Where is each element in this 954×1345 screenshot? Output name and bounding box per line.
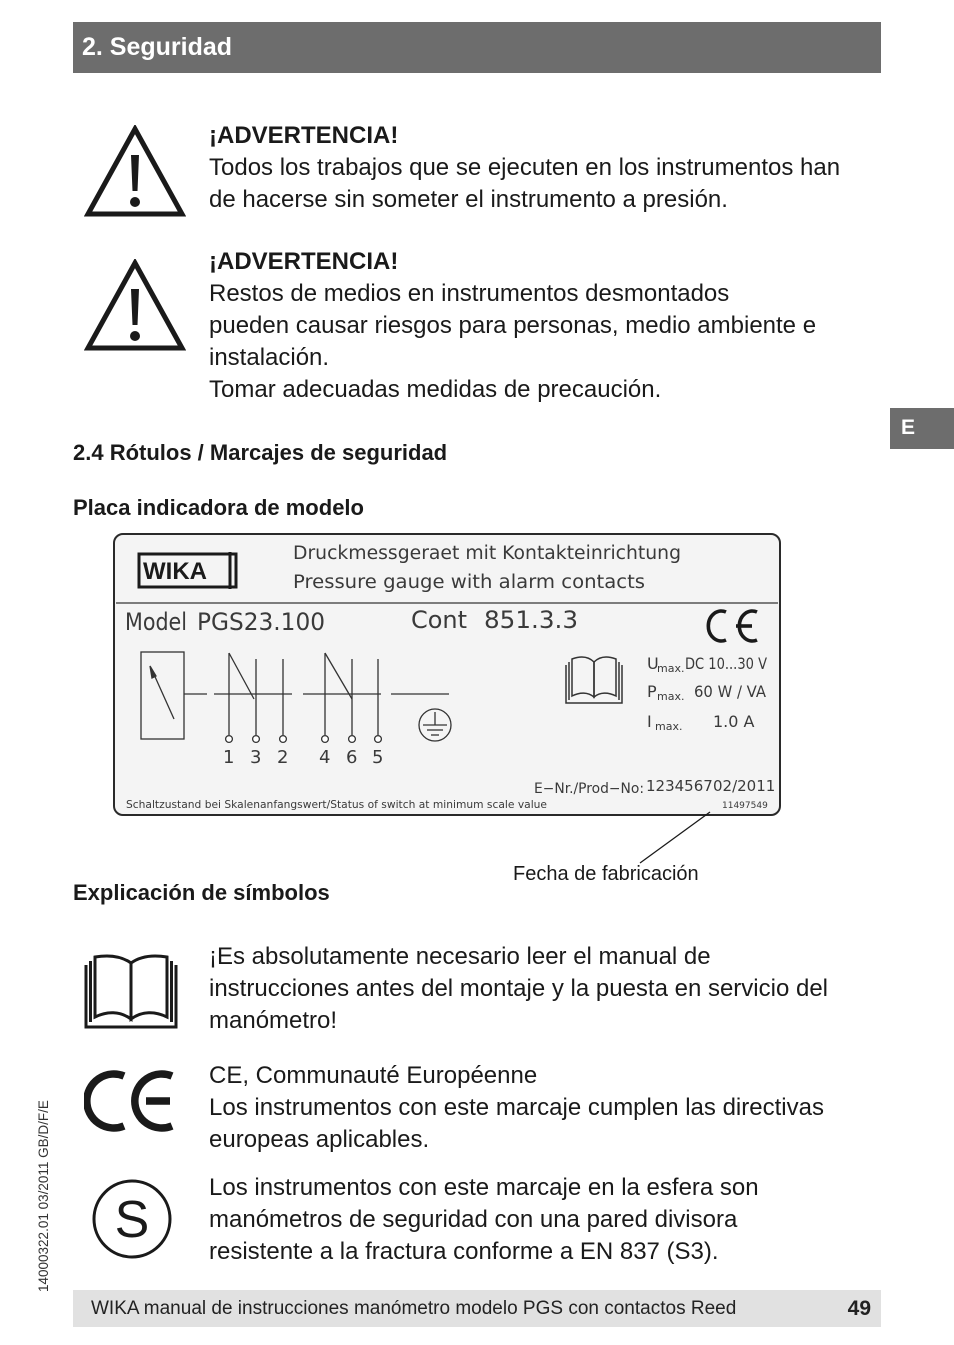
terminal-label: 2 — [277, 747, 289, 768]
section-title: 2. Seguridad — [82, 33, 233, 61]
footer-text: WIKA manual de instrucciones manómetro modelo PGS con contactos Reed — [91, 1298, 737, 1319]
serial-label: E−Nr./Prod−No: — [534, 781, 644, 797]
symbol-text-line: resistente a la fractura conforme a EN 837 (S3). — [209, 1238, 719, 1265]
pmax-subscript: max. — [657, 690, 685, 703]
warning-text-line: de hacerse sin someter el instrumento a presión. — [209, 186, 728, 213]
warning-title: ¡ADVERTENCIA! — [209, 122, 399, 149]
warning-text-line: Restos de medios en instrumentos desmontados — [209, 280, 730, 307]
plate-code: 11497549 — [722, 801, 768, 811]
symbol-text-line: Los instrumentos con este marcaje en la esfera son — [209, 1174, 759, 1201]
serial-value: 1234567 — [646, 777, 713, 795]
warning-text-line: instalación. — [209, 344, 330, 371]
plate-description-en: Pressure gauge with alarm contacts — [293, 572, 645, 593]
umax-symbol: U — [647, 654, 659, 673]
warning-block-1 — [209, 120, 840, 216]
wika-logo-text: WIKA — [143, 558, 207, 585]
ce-mark-icon — [84, 1069, 178, 1133]
section-header-bar — [73, 22, 881, 73]
umax-subscript: max. — [657, 662, 685, 675]
s-safety-icon — [88, 1175, 176, 1263]
warning-text-line: Tomar adecuadas medidas de precaución. — [209, 376, 662, 403]
warning-triangle-icon — [84, 125, 186, 217]
model-label: Model — [125, 608, 187, 636]
cont-value: 851.3.3 — [484, 606, 578, 634]
pmax-value: 60 W / VA — [694, 682, 767, 701]
symbol-text-line: instrucciones antes del montaje y la puesta en servicio del — [209, 975, 829, 1002]
warning-block-2 — [209, 246, 816, 406]
subsection-title: 2.4 Rótulos / Marcajes de seguridad — [73, 440, 448, 465]
document-code: 14000322.01 03/2011 GB/D/F/E — [36, 1100, 51, 1292]
terminal-label: 5 — [372, 747, 384, 768]
terminal-label: 4 — [319, 747, 331, 768]
warning-title: ¡ADVERTENCIA! — [209, 248, 399, 275]
model-plate — [112, 532, 784, 818]
symbol-description-3 — [209, 1172, 759, 1268]
terminal-label: 1 — [223, 747, 235, 768]
pmax-symbol: P — [647, 682, 657, 701]
plate-description-de: Druckmessgeraet mit Kontakteinrichtung — [293, 543, 681, 564]
symbol-text-line: europeas aplicables. — [209, 1126, 430, 1153]
page-footer — [73, 1290, 881, 1327]
model-value: PGS23.100 — [197, 608, 325, 636]
warning-text-line: pueden causar riesgos para personas, medio ambiente e — [209, 312, 817, 339]
manufacture-date: 02/2011 — [713, 777, 776, 795]
cont-label: Cont — [411, 606, 467, 634]
language-tab-label: E — [901, 416, 916, 439]
symbol-text-line: manómetros de seguridad con una pared divisora — [209, 1206, 738, 1233]
umax-value: DC 10...30 V — [685, 654, 768, 673]
warning-triangle-icon — [84, 259, 186, 351]
symbols-heading: Explicación de símbolos — [73, 880, 330, 905]
svg-text:S: S — [114, 1191, 150, 1249]
warning-text-line: Todos los trabajos que se ejecuten en los instrumentos han — [209, 154, 841, 181]
manual-book-icon — [82, 951, 180, 1033]
terminal-label: 6 — [346, 747, 358, 768]
date-pointer-line — [620, 808, 720, 866]
imax-symbol: I — [647, 712, 652, 731]
imax-subscript: max. — [655, 720, 683, 733]
model-plate-heading: Placa indicadora de modelo — [73, 495, 364, 520]
language-tab — [890, 408, 954, 449]
page-number: 49 — [847, 1297, 871, 1320]
terminal-label: 3 — [250, 747, 262, 768]
imax-value: 1.0 A — [713, 712, 755, 731]
date-caption: Fecha de fabricación — [513, 863, 699, 885]
symbol-description-2 — [209, 1060, 824, 1156]
symbol-text-line: CE, Communauté Européenne — [209, 1062, 538, 1089]
symbol-text-line: Los instrumentos con este marcaje cumplen las directivas — [209, 1094, 824, 1121]
switch-status-note: Schaltzustand bei Skalenanfangswert/Status of switch at minimum scale value — [126, 798, 548, 811]
symbol-text-line: manómetro! — [209, 1007, 338, 1034]
symbol-description-1 — [209, 941, 828, 1037]
symbol-text-line: ¡Es absolutamente necesario leer el manual de — [209, 943, 711, 970]
